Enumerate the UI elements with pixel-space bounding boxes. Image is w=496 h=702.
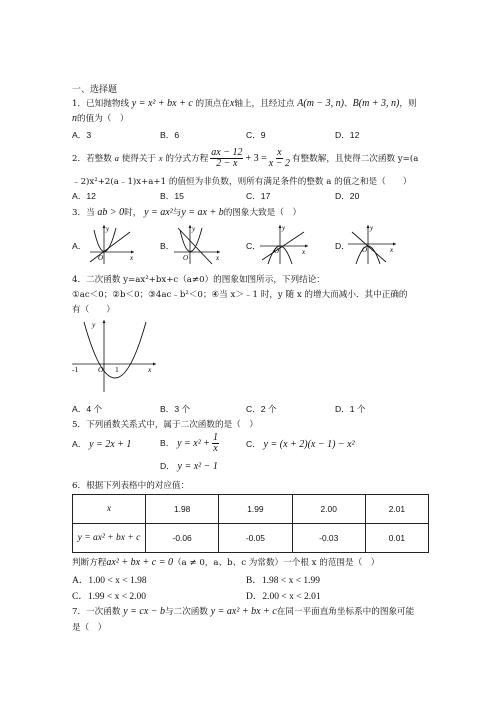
q6-option-d[interactable]: D．2.00 < x < 2.01 [246,592,321,602]
q3a-origin-label: O [98,254,104,262]
q7-linear-func: y = cx − b [123,606,165,617]
table-header-cell: 1.98 [146,495,219,524]
q3c-x-label: x [302,248,306,256]
q1-tail: ，则 [399,99,417,109]
q3-text-pre: 当 [86,208,95,218]
q4-neg1-label: -1 [72,365,79,374]
table-row [73,495,429,524]
q3-option-a[interactable]: A． [72,241,87,251]
q3b-origin-label: O [183,254,189,262]
q3-text-mid: 时， [124,208,142,218]
q3a-x-label: x [130,254,134,262]
q5-option-c[interactable]: C． y = (x + 2)(x − 1) − x² [246,439,355,450]
q1-option-a[interactable]: A．3 [72,130,92,140]
q3d-x-label: x [390,246,394,254]
q4-option-d[interactable]: D．1 个 [335,404,366,414]
q5-number: 5． [72,420,87,430]
q7-quadratic-func: y = ax² + bx + c [210,606,277,617]
q5-text-body: 下列函数关系式中，属于二次函数的是（ ） [86,420,258,430]
q3-option-b[interactable]: B． [160,241,175,251]
section-title: 一、选择题 [72,85,118,95]
table-cell: -0.05 [219,524,292,553]
q1-text-pre: 已知抛物线 [86,99,130,109]
q3b-x-label: x [216,254,220,262]
q5-option-d[interactable]: D． y = x² − 1 [160,461,218,472]
q3a-y-label: y [106,225,110,233]
q5-text [72,418,258,430]
table-cell: -0.06 [146,524,219,553]
q3-option-d[interactable]: D． [335,241,350,251]
q2-fraction-1: $\frac{ax - 12}{2 - x}$ [211,147,243,169]
q4-origin-label: O [98,365,104,374]
q4-option-b[interactable]: B．3 个 [160,404,191,414]
q1-number: 1． [72,99,87,109]
q6-text [72,479,189,491]
q6-option-c[interactable]: C．1.99 < x < 2.00 [72,592,147,602]
q6-text-body: 根据下列表格中的对应值： [86,481,190,491]
q3-tail: 的图象大致是（ ） [223,208,302,218]
q6-judge-line: 判断方程ax² + bx + c = 0（a ≠ 0，a、b、c 为常数）一个根 x 的范围是（ ） [72,557,380,568]
q4-line2: ①ac＜0；②b＜0；③4ac﹣b²＜0；④当 x＞﹣1 时，y 随 x 的增大而减小．其中正确的 [72,290,408,300]
q4-y-label: y [92,320,96,329]
q1-point-a: A(m − 3, n) [297,98,345,109]
table-header-cell: x [73,495,146,524]
q3-func-2: y = ax + b [181,207,224,218]
q4-option-c[interactable]: C．2 个 [246,404,277,414]
q1-option-b[interactable]: B．6 [160,130,180,140]
q2-plus3: + 3 = [245,153,267,164]
q3-func-1: y = ax² [144,207,173,218]
q2-option-d[interactable]: D．20 [335,191,360,201]
table-row [73,524,429,553]
q2-number: 2． [72,154,87,164]
q2-text-pre: 若整数 [86,154,112,164]
q6-option-b[interactable]: B．1.98 < x < 1.99 [246,576,321,586]
table-header-cell: 2.01 [365,495,428,524]
question-7: 7．一次函数 y = cx − b与二次函数 y = ax² + bx + c在同一平面直角坐标系中的图象可能 [72,606,415,617]
question-1 [72,97,417,109]
q4-option-a[interactable]: A．4 个 [72,404,103,414]
q3-graph-c[interactable] [258,222,312,266]
q2-var-a: a [114,153,119,163]
q3-graph-b[interactable] [172,222,224,266]
q2-option-a[interactable]: A．12 [72,191,96,201]
q7-line2: 是（ ） [72,623,107,633]
q3-number: 3． [72,208,87,218]
question-3 [72,206,301,218]
q6-option-a[interactable]: A．1.00 < x < 1.98 [72,576,147,586]
table-row-label: y = ax² + bx + c [73,524,146,553]
q1-axis: x [229,98,235,109]
q1-point-b: B(m + 3, n) [352,98,400,109]
q4-line1 [72,273,325,285]
q4-graph[interactable] [70,316,160,394]
q5-option-a[interactable]: A． y = 2x + 1 [72,439,132,450]
q2-text-pre3: 的分式方程 [165,154,209,164]
q2-option-b[interactable]: B．15 [160,191,184,201]
q3d-y-label: y [370,224,374,232]
table-cell: -0.03 [292,524,365,553]
q4-line1-text: 二次函数 y=ax²+bx+c（a≠0）的图象如图所示，下列结论： [86,275,325,285]
question-1-line2 [72,112,129,124]
table-header-cell: 1.99 [219,495,292,524]
q1-option-d[interactable]: D．12 [335,130,360,140]
q3-condition: ab > 0 [97,207,125,218]
q4-x-label: x [148,365,152,374]
q3c-origin-label: O [274,247,280,255]
q5-b-fraction: $\frac{1}{x}$ [212,432,218,454]
q2-option-c[interactable]: C．17 [246,191,271,201]
table-header-cell: 2.00 [292,495,365,524]
q1-var-n: n [72,113,77,124]
q2-var-x: x [158,153,163,163]
q6-value-table [72,494,429,553]
question-2 [72,146,418,171]
table-cell: 0.01 [365,524,428,553]
q1-parabola-expr: y = x² + bx + c [131,98,193,109]
q1-text-mid2: 轴上，且经过点 [234,99,295,109]
q1-text-mid: 的顶点在 [195,99,230,109]
q3-option-c[interactable]: C． [246,241,261,251]
q1-line2: 的值为（ ） [77,114,129,124]
q4-line3: 有（ ） [72,305,115,315]
q2-tail: 有整数解，且使得二次函数 y=(a [291,154,419,164]
q2-fraction-2: $\frac{x}{x - 2}$ [268,147,290,169]
q6-number: 6． [72,481,87,491]
q5-option-b[interactable]: B． y = x² + $\frac{1}{x}$ [160,432,218,454]
q3b-y-label: y [192,225,196,233]
q3d-origin-label: O [362,246,368,254]
q3-graph-d[interactable] [346,222,400,266]
q3-and: 与 [172,208,182,218]
q3-graph-a[interactable] [86,222,138,266]
q7-number: 7． [72,607,87,617]
q2-text-pre2: 使得关于 [121,154,157,164]
q3c-y-label: y [282,224,286,232]
q1-option-c[interactable]: C．9 [246,130,266,140]
q4-one-label: 1 [115,365,119,374]
q6-equation: ax² + bx + c = 0 [106,557,173,568]
q2-line2: ﹣2)x²+2(a﹣1)x+a+1 的值恒为非负数，则所有满足条件的整数 a 的值之和是（ ） [72,177,412,187]
q4-number: 4． [72,275,87,285]
q1-sep: 、 [344,99,353,109]
